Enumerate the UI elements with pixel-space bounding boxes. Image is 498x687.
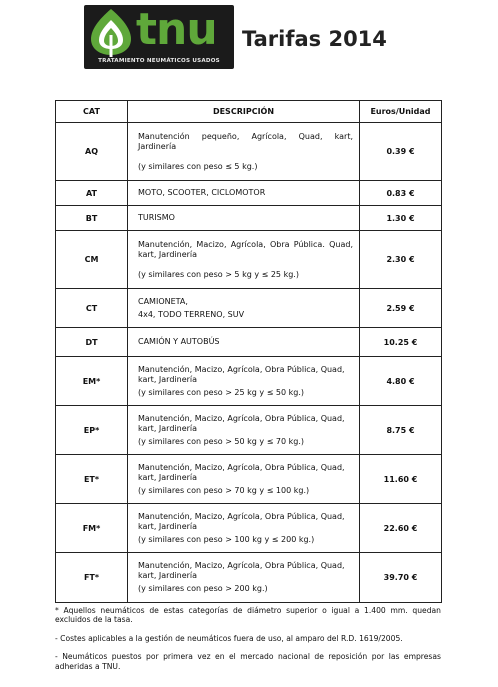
table-row	[56, 181, 442, 206]
description-sub: (y similares con peso ≤ 5 kg.)	[138, 161, 258, 171]
header-description: DESCRIPCIÓN	[128, 101, 360, 123]
description-main: Manutención, Macizo, Agrícola, Obra Pública, Quad, kart, Jardinería	[138, 462, 345, 482]
cat-cell: CM	[56, 231, 128, 289]
brand-tagline: TRATAMIENTO NEUMÁTICOS USADOS	[98, 58, 220, 64]
price-cell: 4.80 €	[360, 357, 442, 406]
table-row	[56, 406, 442, 455]
cat-cell: FT*	[56, 553, 128, 603]
cat-cell: AT	[56, 181, 128, 206]
description-cell	[128, 231, 360, 289]
footnote: - Neumáticos puestos por primera vez en el mercado nacional de reposición por las empresas adheridas a TNU.	[55, 652, 441, 671]
table-row	[56, 357, 442, 406]
description-main: CAMIÓN Y AUTOBÚS	[138, 337, 220, 346]
description-sub: (y similares con peso > 100 kg y ≤ 200 kg.)	[138, 534, 315, 544]
description-cell	[128, 328, 360, 357]
table-row	[56, 328, 442, 357]
description-main: Manutención, Macizo, Agrícola, Obra Pública, Quad, kart, Jardinería	[138, 511, 345, 531]
brand-name: tnu	[136, 4, 217, 55]
price-cell: 0.39 €	[360, 123, 442, 181]
cat-cell: BT	[56, 206, 128, 231]
price-cell: 39.70 €	[360, 553, 442, 603]
table-row	[56, 504, 442, 553]
cat-cell: FM*	[56, 504, 128, 553]
description-main: Manutención, Macizo, Agrícola, Obra Pública, Quad, kart, Jardinería	[138, 561, 345, 580]
description-sub: (y similares con peso > 70 kg y ≤ 100 kg.)	[138, 485, 310, 495]
header-price: Euros/Unidad	[360, 101, 442, 123]
tariff-table	[55, 100, 442, 603]
page-title: Tarifas 2014	[242, 27, 387, 51]
description-main: MOTO, SCOOTER, CICLOMOTOR	[138, 188, 266, 197]
footnote: - Costes aplicables a la gestión de neumáticos fuera de uso, al amparo del R.D. 1619/2005.	[55, 633, 403, 643]
table-row	[56, 289, 442, 328]
description-sub: (y similares con peso > 50 kg y ≤ 70 kg.)	[138, 436, 305, 446]
description-cell	[128, 504, 360, 553]
description-cell	[128, 206, 360, 231]
description-cell	[128, 289, 360, 328]
cat-cell: EP*	[56, 406, 128, 455]
header-cat: CAT	[56, 101, 128, 123]
footnotes	[55, 606, 441, 671]
cat-cell: ET*	[56, 455, 128, 504]
description-main: Manutención, Macizo, Agrícola, Obra Pública. Quad, kart, Jardinería	[138, 239, 353, 259]
description-sub: (y similares con peso > 5 kg y ≤ 25 kg.)	[138, 269, 299, 279]
description-cell	[128, 406, 360, 455]
description-main: Manutención pequeño, Agrícola, Quad, kart, Jardinería	[138, 131, 353, 151]
description-main: TURISMO	[138, 213, 175, 222]
footnote: * Aquellos neumáticos de estas categorías de diámetro superior o igual a 1.400 mm. quedan excluidos de la tasa.	[55, 606, 441, 625]
cat-cell: EM*	[56, 357, 128, 406]
description-main: CAMIONETA,	[138, 296, 188, 306]
description-main: Manutención, Macizo, Agrícola, Obra Pública, Quad, kart, Jardinería	[138, 364, 345, 384]
description-cell	[128, 357, 360, 406]
price-cell: 1.30 €	[360, 206, 442, 231]
table-row	[56, 455, 442, 504]
cat-cell: AQ	[56, 123, 128, 181]
tnu-logo	[84, 5, 234, 69]
price-cell: 0.83 €	[360, 181, 442, 206]
description-cell	[128, 553, 360, 603]
price-cell: 8.75 €	[360, 406, 442, 455]
table-row	[56, 231, 442, 289]
price-cell: 10.25 €	[360, 328, 442, 357]
description-cell	[128, 123, 360, 181]
table-row	[56, 206, 442, 231]
description-main: Manutención, Macizo, Agrícola, Obra Pública, Quad, kart, Jardinería	[138, 413, 345, 433]
price-cell: 2.59 €	[360, 289, 442, 328]
description-sub: (y similares con peso > 200 kg.)	[138, 584, 268, 593]
description-cell	[128, 455, 360, 504]
description-sub: (y similares con peso > 25 kg y ≤ 50 kg.)	[138, 387, 305, 397]
description-sub: 4x4, TODO TERRENO, SUV	[138, 309, 245, 319]
description-cell	[128, 181, 360, 206]
price-cell: 22.60 €	[360, 504, 442, 553]
leaf-icon	[88, 8, 134, 58]
table-row	[56, 553, 442, 603]
table-row	[56, 123, 442, 181]
price-cell: 2.30 €	[360, 231, 442, 289]
price-cell: 11.60 €	[360, 455, 442, 504]
cat-cell: DT	[56, 328, 128, 357]
cat-cell: CT	[56, 289, 128, 328]
table-header-row	[56, 101, 442, 123]
